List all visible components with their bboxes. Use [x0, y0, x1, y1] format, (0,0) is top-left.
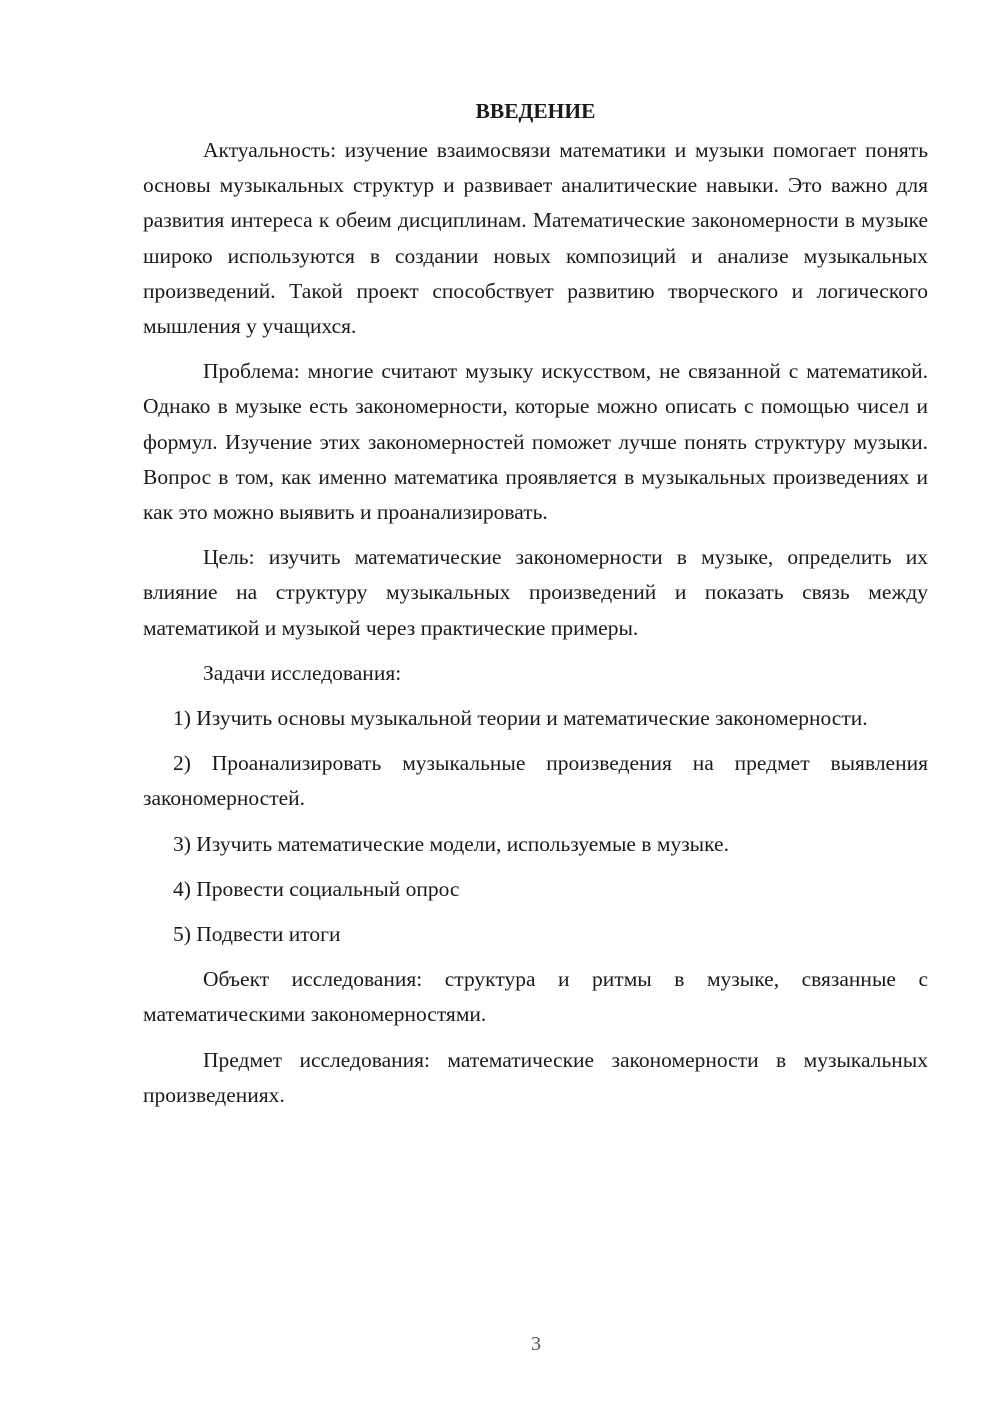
task-item-3: 3) Изучить математические модели, используемые в музыке.: [173, 831, 729, 856]
task-item-4: 4) Провести социальный опрос: [173, 876, 460, 901]
section-title: ВВЕДЕНИЕ: [475, 99, 596, 123]
task-item-1: 1) Изучить основы музыкальной теории и математические закономерности.: [173, 706, 868, 731]
task-item-2: 2) Проанализировать музыкальные произведения на предмет выявления закономерностей.: [143, 751, 928, 811]
paragraph-object: Объект исследования: структура и ритмы в музыке, связанные с математическими закономерностями.: [143, 967, 928, 1027]
task-item-5: 5) Подвести итоги: [173, 922, 341, 947]
paragraph-goal: Цель: изучить математические закономерности в музыке, определить их влияние на структуру музыкальных произведений и показать связь между математикой и музыкой через практические примеры.: [143, 545, 928, 640]
paragraph-subject: Предмет исследования: математические закономерности в музыкальных произведениях.: [143, 1047, 928, 1107]
document-page: [143, 96, 928, 1123]
paragraph-relevance: Актуальность: изучение взаимосвязи математики и музыки помогает понять основы музыкальных структур и развивает аналитические навыки. Это важно для развития интереса к обеим дисциплинам. Математические закономерности в музыке широко используются в создании новых композиций и анализе музыкальных произведений. Такой проект способствует развитию творческого и логического мышления у учащихся.: [143, 138, 928, 339]
tasks-heading: Задачи исследования:: [203, 660, 402, 685]
page-number: 3: [531, 1333, 541, 1355]
paragraph-problem: Проблема: многие считают музыку искусством, не связанной с математикой. Однако в музыке есть закономерности, которые можно описать с помощью чисел и формул. Изучение этих закономерностей поможет лучше понять структуру музыки. Вопрос в том, как именно математика проявляется в музыкальных произведениях и как это можно выявить и проанализировать.: [143, 359, 928, 525]
